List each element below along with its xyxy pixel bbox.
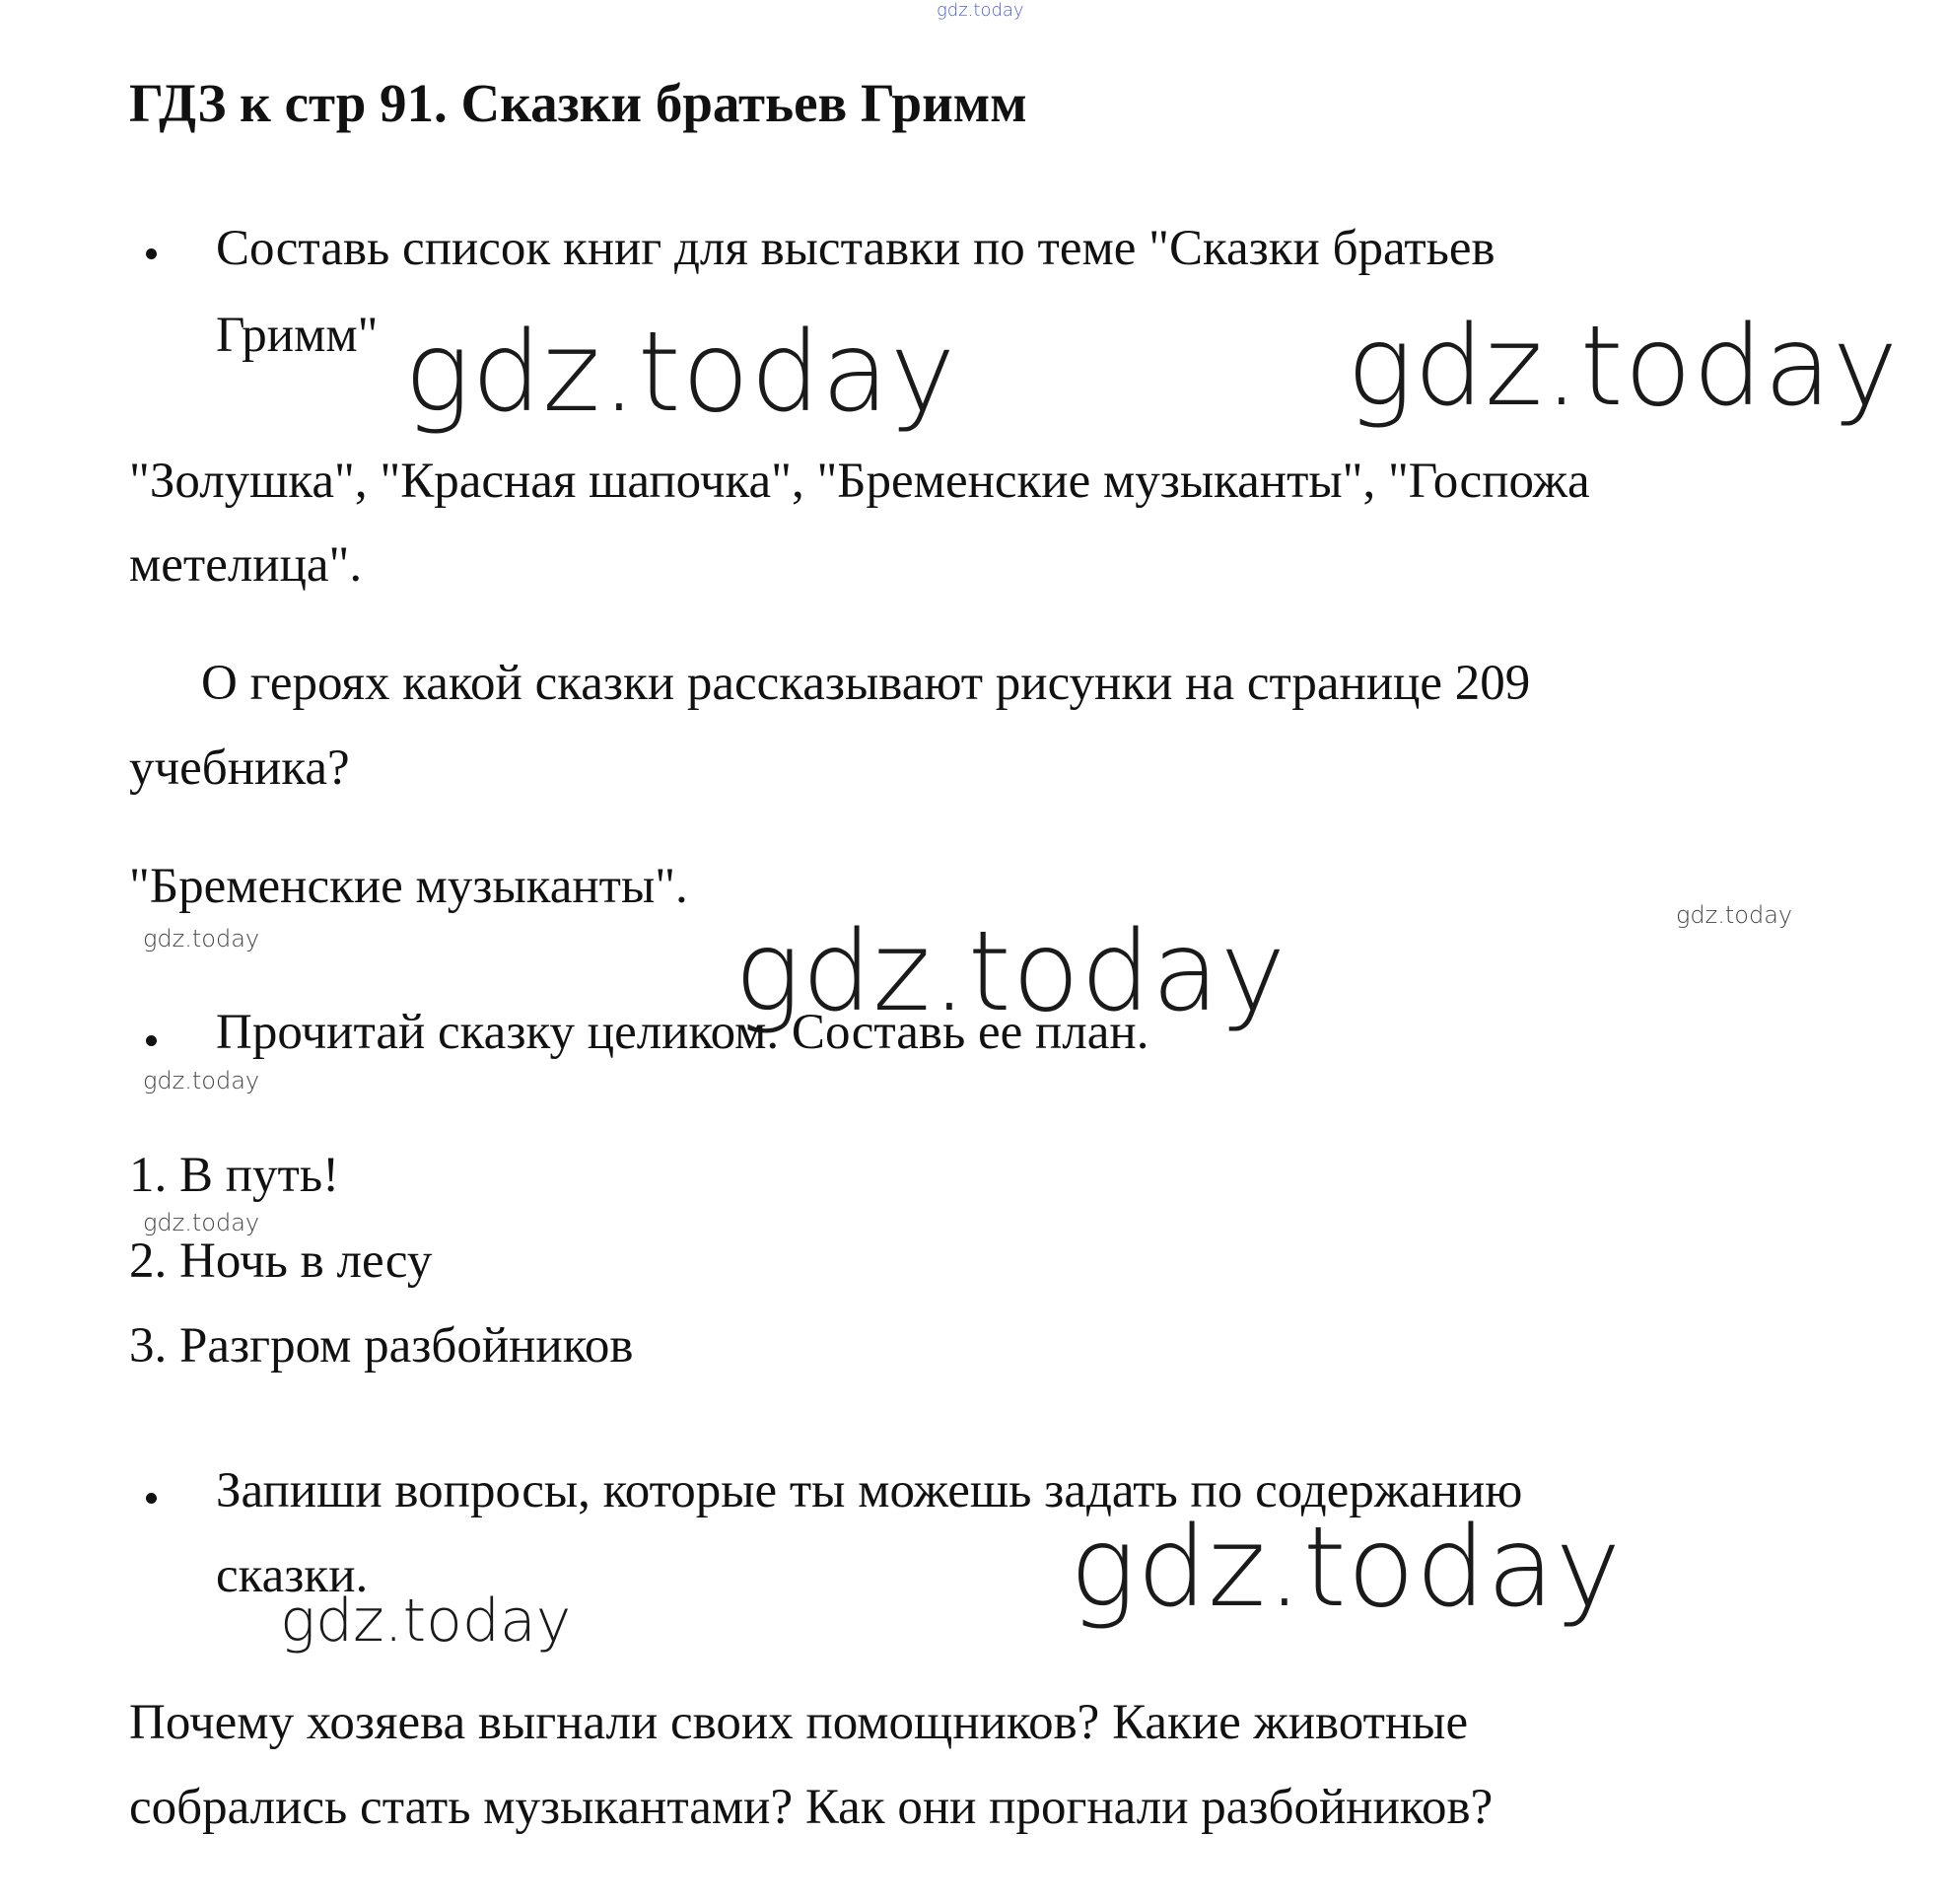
bullet-dot [146, 1493, 157, 1504]
watermark: gdz.today [1347, 303, 1900, 431]
question-book-list-line2: Гримм" [216, 308, 379, 363]
watermark: gdz.today [143, 925, 260, 952]
answer-book-list-line2: метелица". [129, 537, 363, 593]
watermark: gdz.today [1676, 901, 1793, 929]
plan-item-2: 2. Ночь в лесу [129, 1234, 433, 1289]
plan-item-1: 1. В путь! [129, 1148, 340, 1203]
question-write-questions-line2: сказки. [216, 1548, 369, 1603]
page-title: ГДЗ к стр 91. Сказки братьев Гримм [129, 73, 1027, 133]
watermark-top: gdz.today [937, 0, 1024, 21]
question-book-list-line1: Составь список книг для выставки по теме "Сказки братьев [216, 221, 1495, 276]
watermark: gdz.today [143, 1067, 260, 1094]
question-read-plan: Прочитай сказку целиком. Составь ее план. [216, 1005, 1149, 1060]
answer-questions-line1: Почему хозяева выгнали своих помощников? Какие животные [129, 1695, 1469, 1750]
answer-questions-line2: собрались стать музыкантами? Как они прогнали разбойников? [129, 1780, 1494, 1835]
answer-heroes: "Бременские музыканты". [129, 859, 688, 914]
bullet-dot [146, 248, 157, 259]
question-heroes-line2: учебника? [129, 740, 350, 796]
bullet-dot [146, 1035, 157, 1046]
question-write-questions-line1: Запиши вопросы, которые ты можешь задать по содержанию [216, 1463, 1523, 1518]
watermark: gdz.today [280, 1587, 572, 1656]
watermark: gdz.today [143, 1209, 260, 1236]
question-heroes-line1: О героях какой сказки рассказывают рисунки на странице 209 [201, 656, 1531, 711]
watermark: gdz.today [404, 309, 957, 437]
watermark: gdz.today [734, 908, 1287, 1036]
plan-item-3: 3. Разгром разбойников [129, 1318, 634, 1374]
watermark: gdz.today [1070, 1504, 1623, 1632]
answer-book-list-line1: "Золушка", "Красная шапочка", "Бременские музыканты", "Госпожа [129, 454, 1590, 509]
